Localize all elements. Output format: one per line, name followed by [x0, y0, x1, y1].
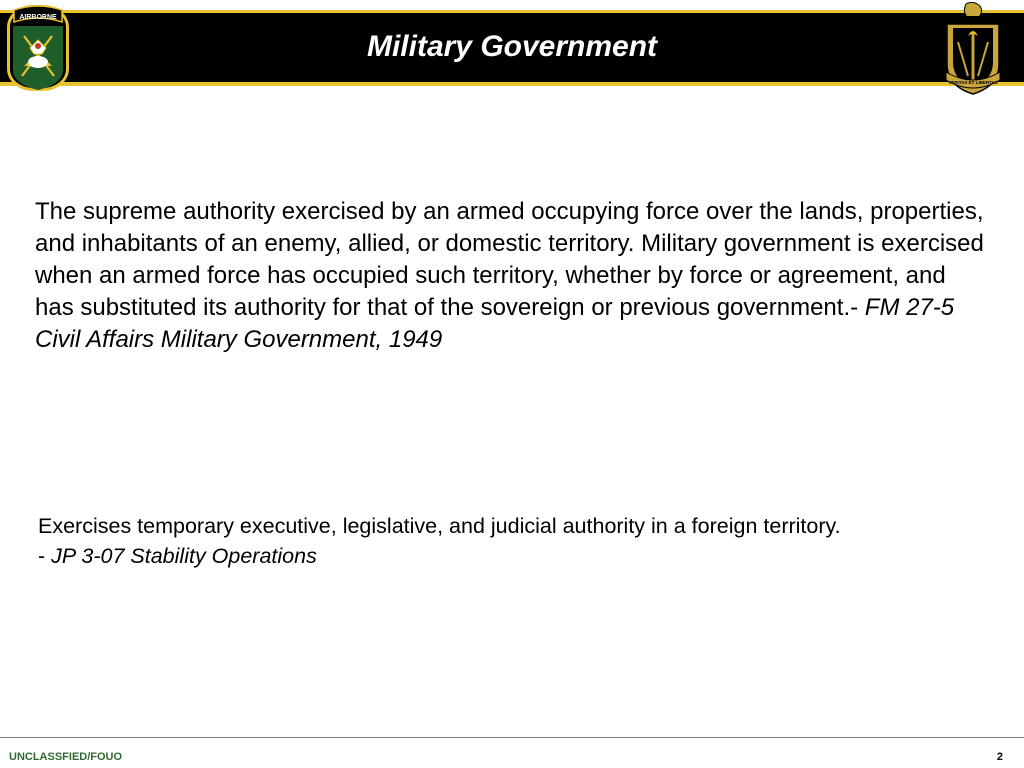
crest-helmet-base	[966, 16, 980, 22]
slide-title: Military Government	[366, 30, 658, 63]
airborne-tab-text: AIRBORNE	[19, 14, 57, 21]
page-number: 2	[996, 751, 1003, 763]
airborne-shoulder-patch-icon	[6, 4, 70, 94]
crest-motto-text: VERITAS ET LIBERTAS	[948, 80, 998, 85]
secondary-source: JP 3-07 Stability Operations	[51, 544, 317, 568]
patch-center-emblem	[28, 56, 48, 68]
footer-divider	[0, 737, 1024, 738]
secondary-source-prefix: -	[38, 544, 52, 568]
definition-text: The supreme authority exercised by an armed occupying force over the lands, properties, and inhabitants of an enemy, allied, or domestic territory. Military government is exercised when an armed force has occupied such territory, whether by force or agreement, and has substituted its authority for that of the sovereign or previous government.-	[35, 198, 984, 321]
patch-center-jewel	[35, 43, 41, 49]
secondary-definition-text: Exercises temporary executive, legislative, and judicial authority in a foreign territory.	[38, 514, 841, 538]
definition-paragraph	[35, 196, 985, 356]
secondary-definition	[38, 511, 938, 571]
crest-knight-helmet	[964, 2, 981, 18]
classification-marking: UNCLASSFIED/FOUO	[9, 751, 123, 763]
jfk-special-warfare-crest-icon	[944, 2, 1002, 96]
definition-source: FM 27-5 Civil Affairs Military Government, 1949	[35, 294, 955, 353]
